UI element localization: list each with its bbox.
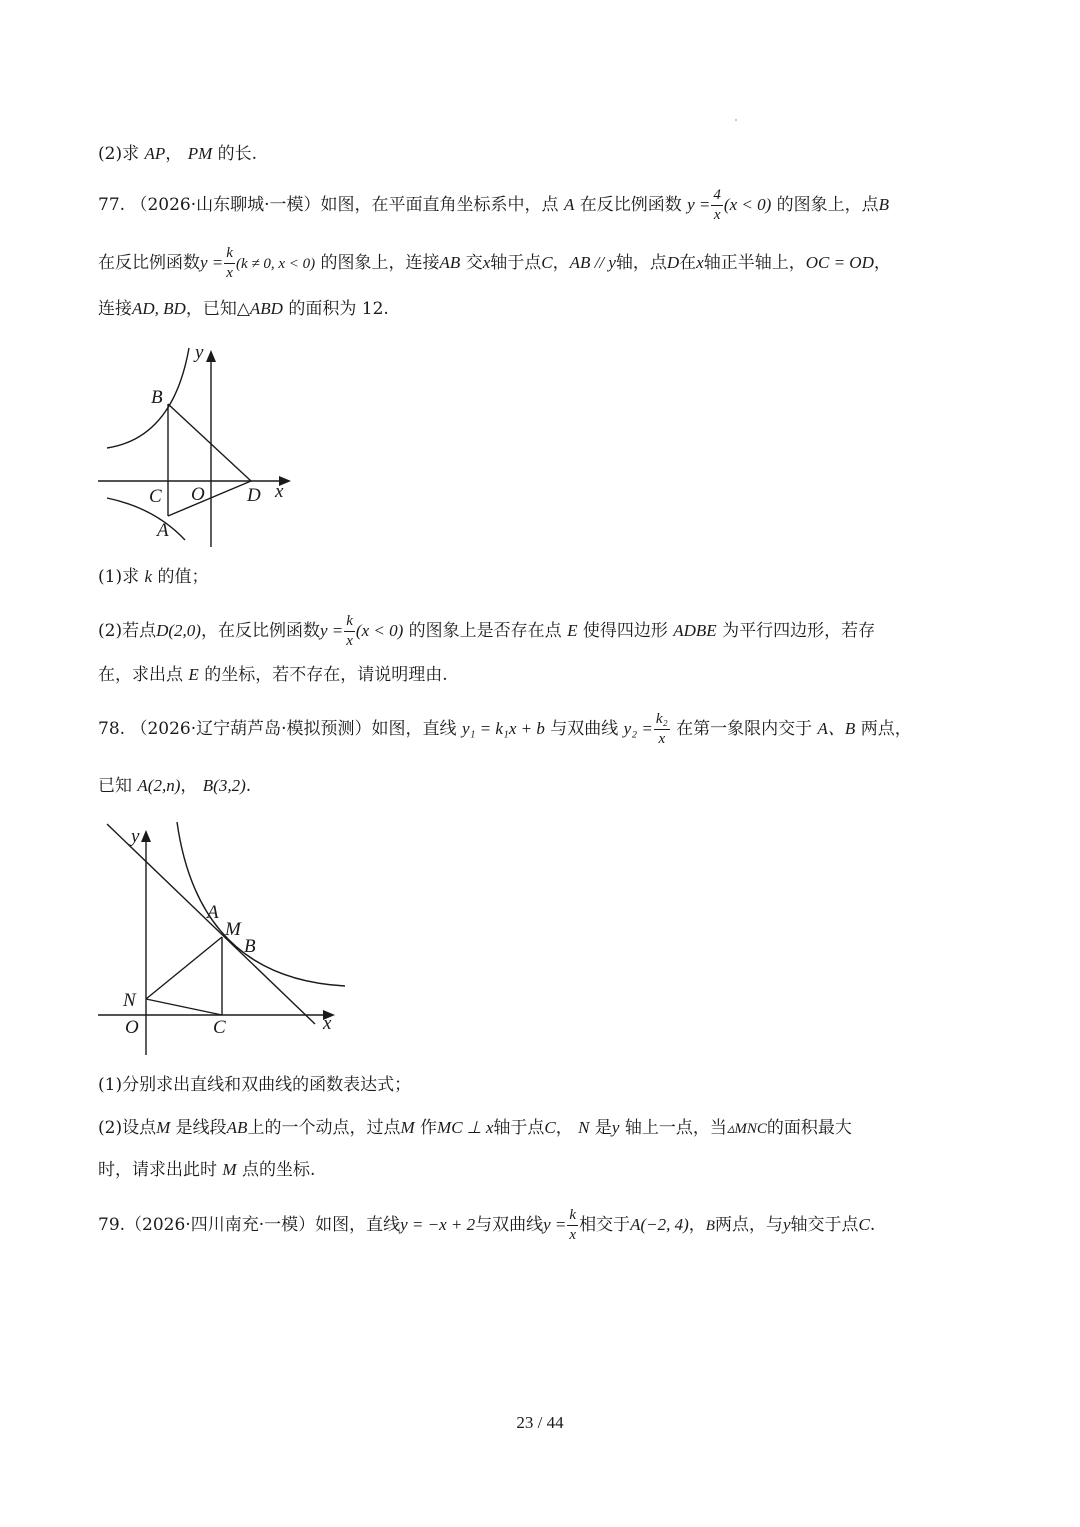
label-A: A xyxy=(207,902,219,923)
fraction: $\frac{k}{x}$ xyxy=(346,613,353,649)
label-x: x xyxy=(323,1013,332,1034)
y-axis-arrow xyxy=(141,830,151,842)
fraction: $\frac{4}{x}$ xyxy=(713,187,721,223)
page-number: 23 / 44 xyxy=(516,1413,564,1432)
q78-line1: 78. （2026·辽宁葫芦岛·模拟预测）如图，直线 y₁ = k₁x + b 与双曲线 y₂ = $\frac{\text{k₂}}{x}$ 在第一象限内交于 A、B 两点， xyxy=(98,711,912,747)
q78-figure xyxy=(95,818,355,1058)
q78-part2-line1: (2)设点M 是线段AB上的一个动点，过点M 作MC ⊥ x轴于点C， N 是y 轴上一点，当▵MNC的面积最大 xyxy=(98,1118,852,1138)
q77-line2: 在反比例函数y = $\frac{k}{x}$ (k ≠ 0, x < 0) 的图象上，连接AB 交x轴于点C，AB // y轴，点D在x轴正半轴上，OC = OD， xyxy=(98,245,891,281)
label-C: C xyxy=(149,486,162,507)
question-number: 79. xyxy=(98,1215,126,1235)
question-number: 77. xyxy=(98,195,126,215)
curve-y-4-over-x xyxy=(107,498,185,540)
q76-part2: (2)求 AP， PM 的长. xyxy=(98,144,258,164)
q77-line1: 77. （2026·山东聊城·一模）如图，在平面直角坐标系中，点 A 在反比例函数 y = $\frac{4}{x}$ (x < 0) 的图象上，点B xyxy=(98,187,890,223)
q77-part2-line1: (2)若点D(2,0)，在反比例函数y = $\frac{k}{x}$ (x < 0) 的图象上是否存在点 E 使得四边形 ADBE 为平行四边形，若存 xyxy=(98,613,876,649)
label-B: B xyxy=(151,387,163,408)
question-source: （2026·四川南充·一模） xyxy=(125,1215,316,1235)
segment-BD xyxy=(168,404,251,481)
label-y: y xyxy=(131,826,140,847)
q79-line1: 79.（2026·四川南充·一模）如图，直线y = −x + 2与双曲线y = $\frac{k}{x}$ 相交于A(−2, 4)，B两点，与y轴交于点C. xyxy=(98,1207,876,1243)
question-number: 78. xyxy=(98,719,126,739)
label-O: O xyxy=(191,484,205,505)
fraction: $\frac{\text{k₂}}{x}$ xyxy=(655,711,668,747)
q77-figure xyxy=(95,340,310,550)
q77-part2-line2: 在，求出点 E 的坐标，若不存在，请说明理由. xyxy=(98,665,448,685)
curve-y-k-over-x xyxy=(107,348,189,448)
label-A: A xyxy=(157,520,169,541)
question-source: （2026·山东聊城·一模） xyxy=(130,195,321,215)
fraction: $\frac{k}{x}$ xyxy=(226,245,233,281)
line-y1 xyxy=(107,824,315,1024)
label-B: B xyxy=(244,936,256,957)
label-x: x xyxy=(275,481,284,502)
question-source: （2026·辽宁葫芦岛·模拟预测） xyxy=(130,719,372,739)
hyperbola xyxy=(177,822,345,986)
label-D: D xyxy=(247,485,261,506)
q78-part2-line2: 时，请求出此时 M 点的坐标. xyxy=(98,1160,316,1180)
q78-part1: (1)分别求出直线和双曲线的函数表达式； xyxy=(98,1075,412,1095)
y-axis-arrow xyxy=(206,350,216,362)
label-M: M xyxy=(225,919,241,940)
segment-NM xyxy=(146,937,222,999)
q77-part1: (1)求 k 的值； xyxy=(98,567,209,587)
label-y: y xyxy=(195,342,204,363)
label-N: N xyxy=(123,990,136,1011)
label-C: C xyxy=(213,1017,226,1038)
fraction: $\frac{k}{x}$ xyxy=(569,1207,577,1243)
q77-line3: 连接AD, BD，已知△ABD 的面积为 12. xyxy=(98,299,389,319)
label-O: O xyxy=(125,1017,139,1038)
segment-AD xyxy=(168,481,251,516)
segment-NC xyxy=(146,999,222,1015)
scan-speck xyxy=(735,119,737,121)
q78-line2: 已知 A(2,n)， B(3,2). xyxy=(98,776,252,796)
